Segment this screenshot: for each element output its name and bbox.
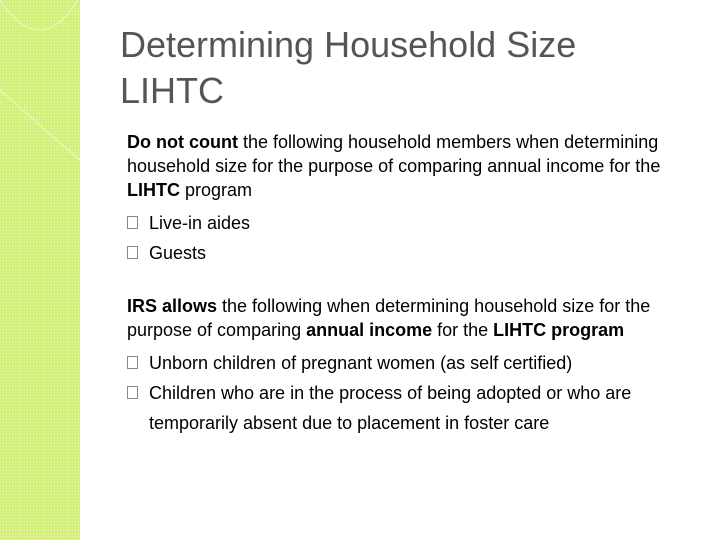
list-item [127, 348, 707, 378]
list-item [127, 238, 707, 268]
checkbox-square-icon [127, 356, 138, 369]
checkbox-square-icon [127, 216, 138, 229]
section-2-bold-mid: annual income [306, 320, 433, 340]
list-item [127, 378, 707, 438]
section-spacer [127, 268, 707, 294]
section-2-intro [127, 294, 707, 342]
bullet-text: Unborn children of pregnant women (as self certified) [149, 353, 573, 373]
decorative-curves [0, 0, 80, 540]
decorative-side-band [0, 0, 80, 540]
title-line-1: Determining Household Size [120, 24, 577, 65]
slide-title [120, 22, 576, 114]
section-1-bold-lead: Do not count [127, 132, 238, 152]
bullet-text: Guests [149, 243, 207, 263]
section-1-text: the following household members when determining household size for the purpose of comparing annual income for the [127, 132, 661, 176]
slide-content [127, 130, 707, 438]
section-2-text: the following when determining household size for the purpose of comparing [127, 296, 651, 340]
checkbox-square-icon [127, 246, 138, 259]
bullet-text: Live-in aides [149, 213, 251, 233]
title-line-2: LIHTC [120, 70, 225, 111]
section-2-bullet-list [127, 348, 707, 438]
bullet-text: Children who are in the process of being adopted or who are temporarily absent due to placement in foster care [149, 383, 632, 433]
section-1-intro [127, 130, 707, 202]
section-1-bullet-list [127, 208, 707, 268]
section-1-text-end: program [180, 180, 253, 200]
checkbox-square-icon [127, 386, 138, 399]
list-item [127, 208, 707, 238]
section-2-bold-end: LIHTC program [493, 320, 625, 340]
section-2-text-mid: for the [432, 320, 494, 340]
section-2-bold-lead: IRS allows [127, 296, 218, 316]
section-1-bold-program: LIHTC [127, 180, 180, 200]
